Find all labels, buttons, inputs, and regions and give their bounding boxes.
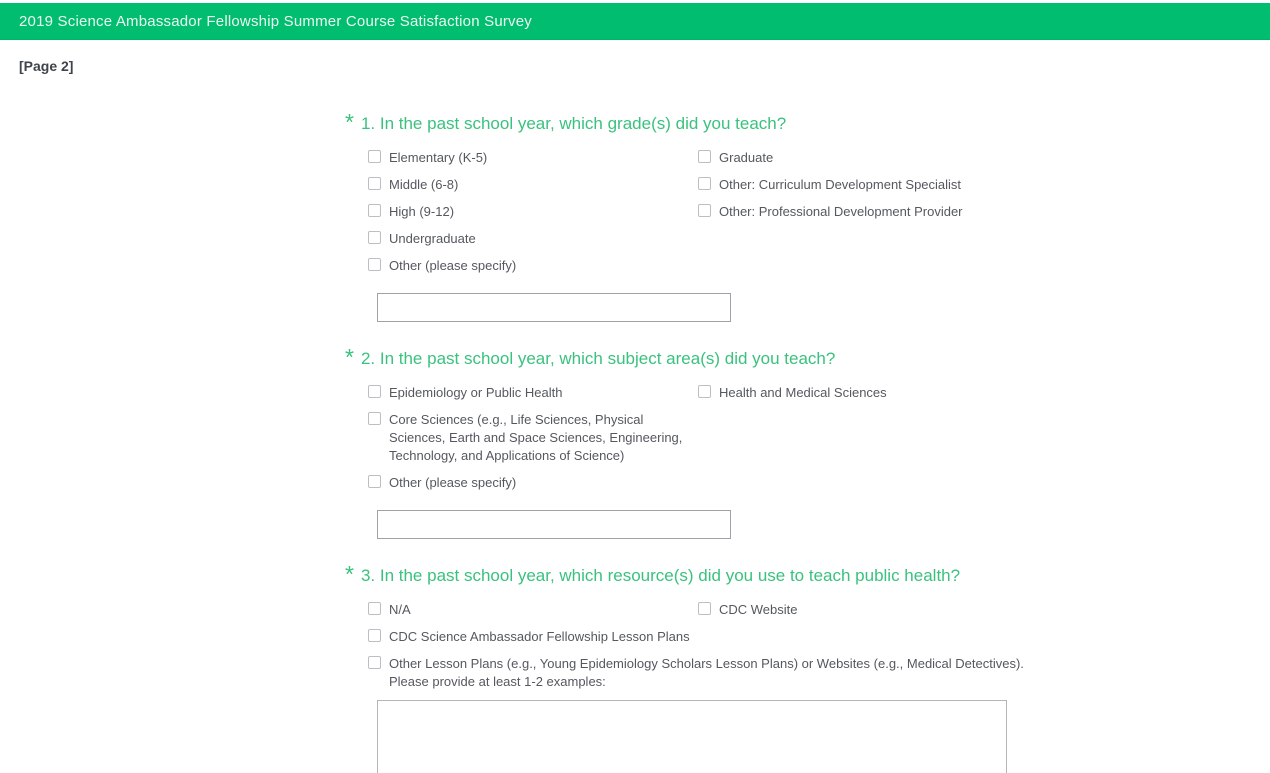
question-3	[345, 561, 1055, 773]
option-label: Other: Professional Development Provider	[719, 204, 963, 219]
checkbox[interactable]	[368, 150, 381, 163]
checkbox[interactable]	[368, 385, 381, 398]
question-title: 1. In the past school year, which grade(s) did you teach?	[360, 114, 787, 133]
checkbox-option-other[interactable]	[368, 655, 1055, 691]
option-label: Other (please specify)	[389, 475, 517, 490]
option-label: Undergraduate	[389, 231, 476, 246]
checkbox[interactable]	[698, 602, 711, 615]
checkbox[interactable]	[368, 412, 381, 425]
option-label: Other: Curriculum Development Specialist	[719, 177, 962, 192]
survey-title: 2019 Science Ambassador Fellowship Summer Course Satisfaction Survey	[19, 12, 533, 30]
required-asterisk: *	[345, 561, 354, 587]
page-label: [Page 2]	[19, 58, 74, 74]
checkbox[interactable]	[368, 258, 381, 271]
checkbox[interactable]	[698, 150, 711, 163]
question-2-title-row	[345, 344, 1055, 370]
checkbox-option[interactable]	[698, 203, 1055, 221]
question-2	[345, 344, 1055, 539]
checkbox[interactable]	[698, 204, 711, 217]
survey-title-bar	[0, 3, 1270, 40]
checkbox-option[interactable]	[698, 384, 1055, 402]
checkbox[interactable]	[368, 204, 381, 217]
checkbox[interactable]	[368, 602, 381, 615]
question-3-options	[368, 601, 1055, 773]
question-title: 3. In the past school year, which resource(s) did you use to teach public health?	[360, 566, 961, 585]
option-label: Graduate	[719, 150, 774, 165]
checkbox[interactable]	[368, 231, 381, 244]
question-1	[345, 109, 1055, 322]
checkbox-option[interactable]	[368, 411, 698, 465]
question-2-options	[368, 384, 1055, 539]
option-label: Health and Medical Sciences	[719, 385, 887, 400]
checkbox[interactable]	[368, 177, 381, 190]
option-label: Elementary (K-5)	[389, 150, 488, 165]
checkbox-option-other[interactable]	[368, 257, 698, 275]
checkbox-option-other[interactable]	[368, 474, 698, 492]
option-label: Other Lesson Plans (e.g., Young Epidemiology Scholars Lesson Plans) or Websites (e.g., Medical Detectives). Please provide at least 1-2 examples:	[389, 656, 1024, 689]
checkbox-option[interactable]	[368, 149, 698, 167]
checkbox-option[interactable]	[698, 176, 1055, 194]
checkbox-option[interactable]	[698, 149, 1055, 167]
checkbox[interactable]	[698, 385, 711, 398]
checkbox[interactable]	[368, 656, 381, 669]
option-label: Middle (6-8)	[389, 177, 459, 192]
other-specify-input-q2[interactable]	[377, 510, 731, 539]
checkbox[interactable]	[368, 629, 381, 642]
option-label: Core Sciences (e.g., Life Sciences, Physical Sciences, Earth and Space Sciences, Engineering, Technology, and Applications of Science)	[389, 412, 683, 463]
option-label: CDC Science Ambassador Fellowship Lesson Plans	[389, 629, 690, 644]
checkbox-option[interactable]	[368, 384, 698, 402]
option-label: Epidemiology or Public Health	[389, 385, 563, 400]
required-asterisk: *	[345, 109, 354, 135]
survey-form	[345, 109, 1055, 773]
question-3-title-row	[345, 561, 1055, 587]
checkbox-option[interactable]	[368, 230, 698, 248]
question-title: 2. In the past school year, which subject area(s) did you teach?	[360, 349, 836, 368]
comment-textarea-q3[interactable]	[377, 700, 1007, 773]
option-label: CDC Website	[719, 602, 798, 617]
required-asterisk: *	[345, 344, 354, 370]
other-specify-input-q1[interactable]	[377, 293, 731, 322]
checkbox-option[interactable]	[368, 176, 698, 194]
checkbox-option[interactable]	[698, 601, 1055, 619]
checkbox-option[interactable]	[368, 601, 698, 619]
option-label: N/A	[389, 602, 411, 617]
checkbox[interactable]	[698, 177, 711, 190]
checkbox[interactable]	[368, 475, 381, 488]
option-label: Other (please specify)	[389, 258, 517, 273]
checkbox-option[interactable]	[368, 203, 698, 221]
checkbox-option[interactable]	[368, 628, 1055, 646]
question-1-options	[368, 149, 1055, 322]
question-1-title-row	[345, 109, 1055, 135]
option-label: High (9-12)	[389, 204, 455, 219]
